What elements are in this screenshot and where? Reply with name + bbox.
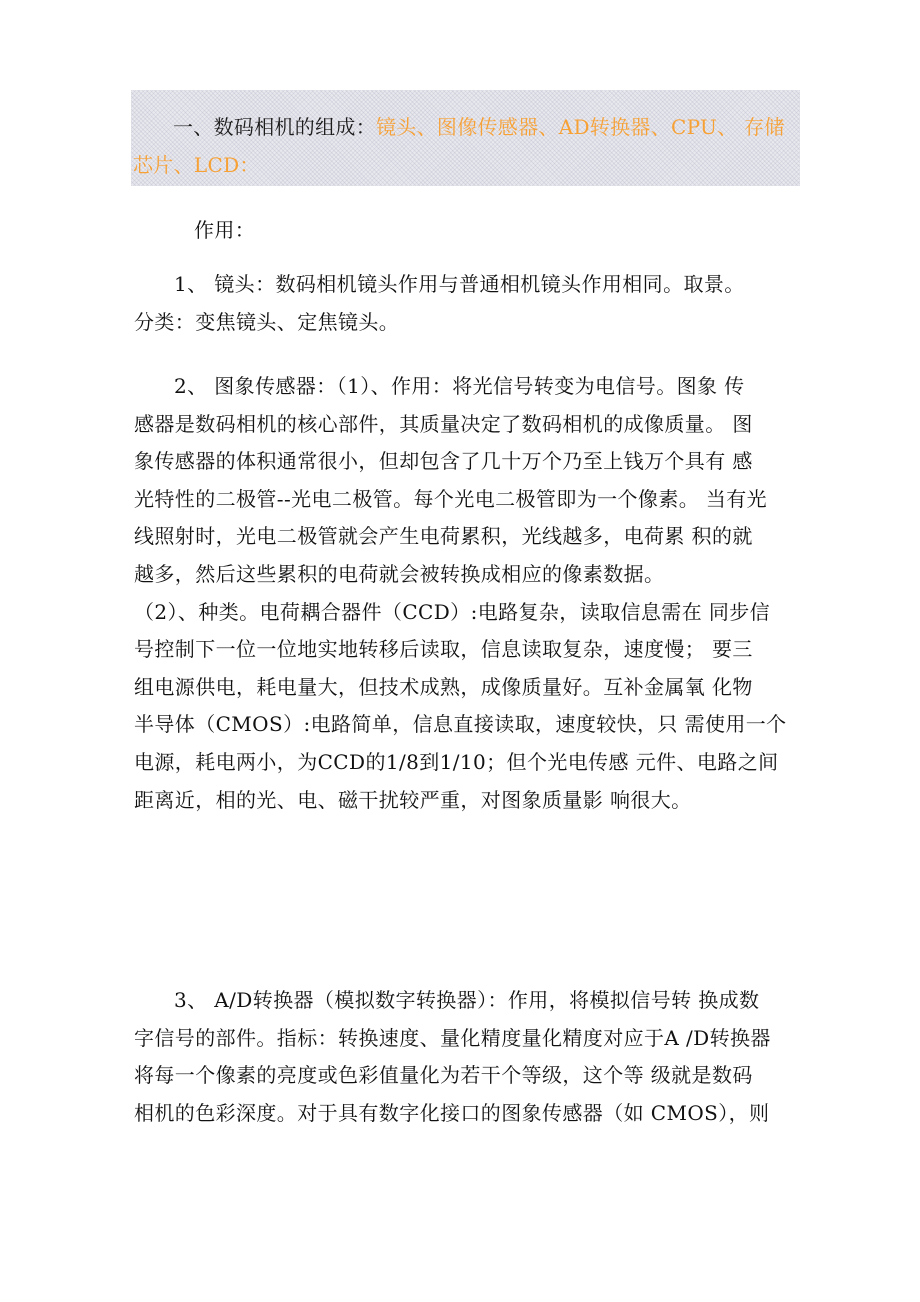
function-label: 作用： [194,218,256,242]
heading-line-1 [133,108,798,146]
section-heading [131,90,800,186]
item-ad-line: 3、 A/D转换器（模拟数字转换器）：作用，将模拟信号转 换成数 [174,988,760,1012]
item-sensor-line: 线照射时，光电二极管就会产生电荷累积，光线越多，电荷累 积的就 [134,524,753,549]
item-sensor-line: 越多，然后这些累积的电荷就会被转换成相应的像素数据。 [134,561,665,586]
item-sensor-line: 距离近，相的光、电、磁干扰较严重，对图象质量影 响很大。 [134,787,692,812]
heading-components: 镜头、图像传感器、AD转换器、CPU、 存储 [376,115,785,139]
item-lens-line-1: 1、 镜头：数码相机镜头作用与普通相机镜头作用相同。取景。 [174,272,745,296]
item-sensor-line: 半导体（CMOS）:电路简单，信息直接读取，速度较快，只 需使用一个 [134,712,787,737]
heading-line-2: 芯片、LCD： [133,153,260,177]
item-image-sensor [134,368,800,819]
item-sensor-line: （2）、种类。电荷耦合器件（CCD）:电路复杂，读取信息需在 同步信 [134,599,771,624]
heading-prefix: 一、数码相机的组成： [173,115,376,139]
item-ad-converter [134,982,800,1132]
item-ad-line: 字信号的部件。指标：转换速度、量化精度量化精度对应于A /D转换器 [134,1025,771,1050]
item-sensor-line: 组电源供电，耗电量大，但技术成熟，成像质量好。互补金属氧 化物 [134,674,753,699]
item-lens-line-2: 分类：变焦镜头、定焦镜头。 [134,309,400,334]
item-sensor-line: 光特性的二极管--光电二极管。每个光电二极管即为一个像素。 当有光 [134,486,768,511]
item-ad-line: 相机的色彩深度。对于具有数字化接口的图象传感器（如 CMOS），则 [134,1100,770,1125]
item-sensor-line: 象传感器的体积通常很小，但却包含了几十万个乃至上钱万个具有 感 [134,449,753,474]
item-sensor-line: 2、 图象传感器：（1）、作用：将光信号转变为电信号。图象 传 [174,374,745,398]
item-ad-line: 将每一个像素的亮度或色彩值量化为若干个等级，这个等 级就是数码 [134,1063,753,1088]
item-sensor-line: 号控制下一位一位地实地转移后读取，信息读取复杂，速度慢； 要三 [134,637,753,662]
item-lens [134,266,800,341]
item-sensor-line: 电源，耗电两小，为CCD的1/8到1/10；但个光电传感 元件、电路之间 [134,749,779,774]
item-sensor-line: 感器是数码相机的核心部件，其质量决定了数码相机的成像质量。 图 [134,411,753,436]
